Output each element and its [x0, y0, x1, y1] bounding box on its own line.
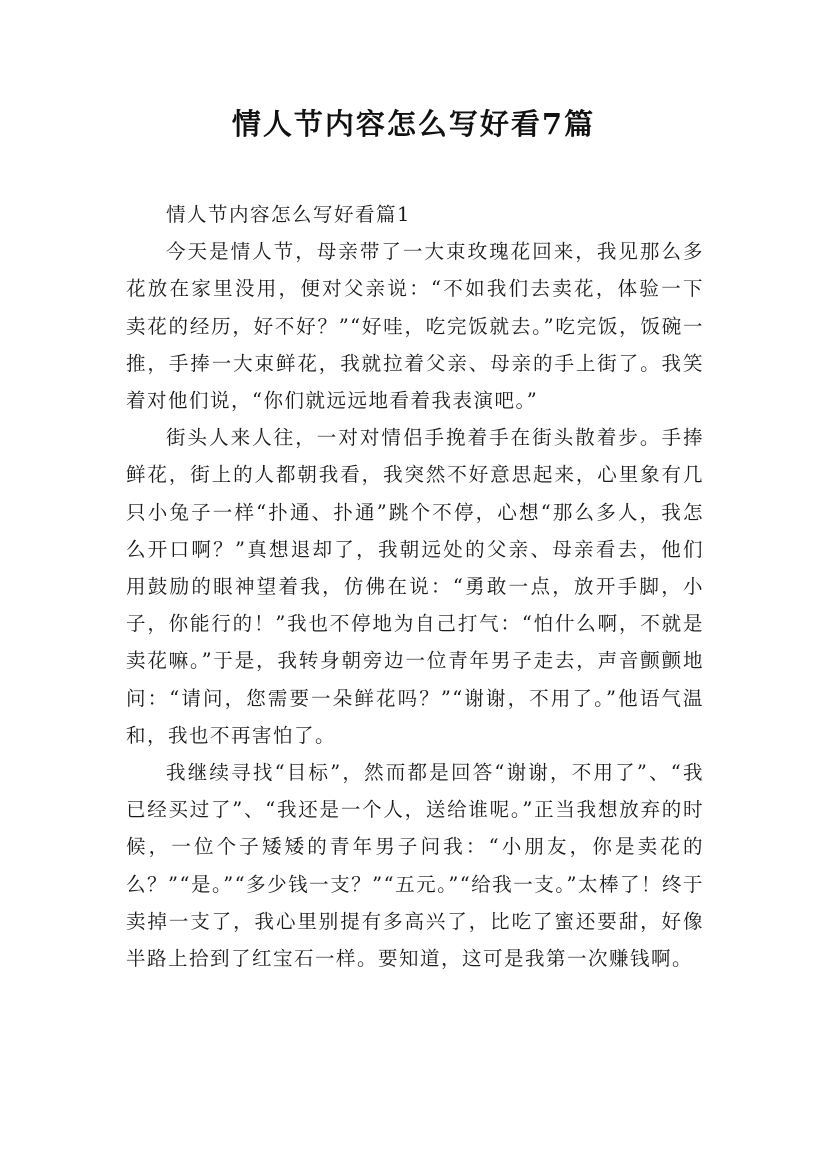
section-heading: 情人节内容怎么写好看篇1	[166, 203, 411, 226]
document-title: 情人节内容怎么写好看7篇	[231, 107, 596, 141]
paragraph-3: 我继续寻找“目标”，然而都是回答“谢谢，不用了”、“我已经买过了”、“我还是一个人，送给谁呢。”正当我想放弃的时候，一位个子矮矮的青年男子问我：“小朋友，你是卖花的么？”“是。”“多少钱一支？”“五元。”“给我一支。”太棒了！终于卖掉一支了，我心里别提有多高兴了，比吃了蜜还要甜，好像半路上拾到了红宝石一样。要知道，这可是我第一次赚钱啊。	[126, 761, 704, 971]
document-body	[126, 196, 704, 977]
paragraph-1: 今天是情人节，母亲带了一大束玫瑰花回来，我见那么多花放在家里没用，便对父亲说：“不如我们去卖花，体验一下卖花的经历，好不好？”“好哇，吃完饭就去。”吃完饭，饭碗一推，手捧一大束鲜花，我就拉着父亲、母亲的手上街了。我笑着对他们说，“你们就远远地看着我表演吧。”	[126, 240, 704, 413]
paragraph-2: 街头人来人往，一对对情侣手挽着手在街头散着步。手捧鲜花，街上的人都朝我看，我突然不好意思起来，心里象有几只小兔子一样“扑通、扑通”跳个不停，心想“那么多人，我怎么开口啊？”真想退却了，我朝远处的父亲、母亲看去，他们用鼓励的眼神望着我，仿佛在说：“勇敢一点，放开手脚，小子，你能行的！”我也不停地为自己打气：“怕什么啊，不就是卖花嘛。”于是，我转身朝旁边一位青年男子走去，声音颤颤地问：“请问，您需要一朵鲜花吗？”“谢谢，不用了。”他语气温和，我也不再害怕了。	[126, 426, 704, 747]
